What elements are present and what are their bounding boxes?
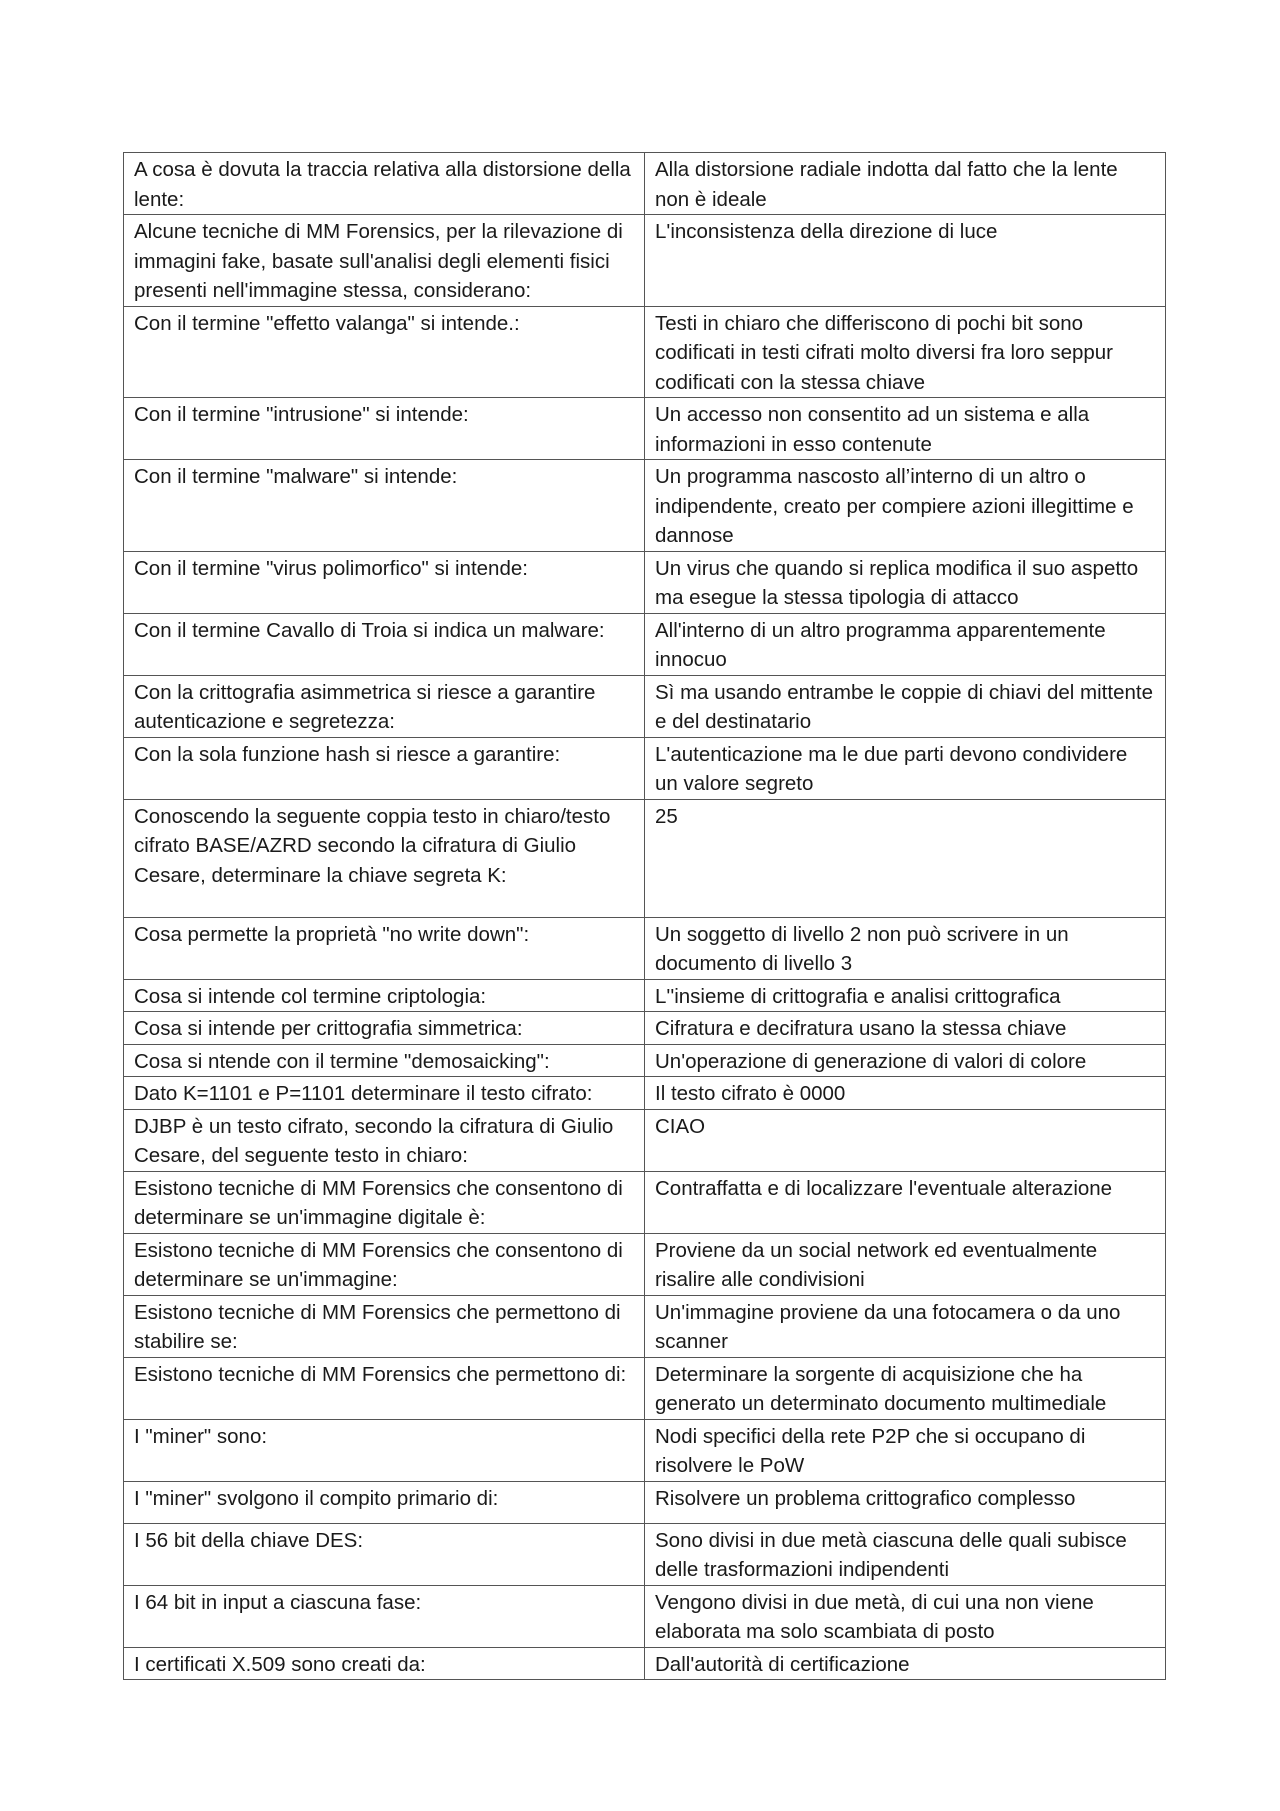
answer-cell: 25: [645, 799, 1166, 917]
answer-cell: Un virus che quando si replica modifica il suo aspetto ma esegue la stessa tipologia di attacco: [645, 551, 1166, 613]
question-cell: A cosa è dovuta la traccia relativa alla distorsione della lente:: [124, 153, 645, 215]
question-cell: I certificati X.509 sono creati da:: [124, 1647, 645, 1680]
question-cell: Conoscendo la seguente coppia testo in chiaro/testo cifrato BASE/AZRD secondo la cifratura di Giulio Cesare, determinare la chiave segreta K:: [124, 799, 645, 917]
answer-cell: Dall'autorità di certificazione: [645, 1647, 1166, 1680]
question-cell: Con il termine "virus polimorfico" si intende:: [124, 551, 645, 613]
answer-cell: Sì ma usando entrambe le coppie di chiavi del mittente e del destinatario: [645, 675, 1166, 737]
answer-cell: Un accesso non consentito ad un sistema e alla informazioni in esso contenute: [645, 398, 1166, 460]
answer-cell: Testi in chiaro che differiscono di pochi bit sono codificati in testi cifrati molto diversi fra loro seppur codificati con la stessa chiave: [645, 306, 1166, 398]
answer-cell: Cifratura e decifratura usano la stessa chiave: [645, 1012, 1166, 1045]
answer-cell: Proviene da un social network ed eventualmente risalire alle condivisioni: [645, 1233, 1166, 1295]
question-cell: Con il termine "intrusione" si intende:: [124, 398, 645, 460]
table-row: [124, 153, 1166, 215]
table-row: [124, 1357, 1166, 1419]
table-row: [124, 1481, 1166, 1523]
question-cell: Cosa si intende per crittografia simmetrica:: [124, 1012, 645, 1045]
table-row: [124, 1585, 1166, 1647]
question-cell: Esistono tecniche di MM Forensics che consentono di determinare se un'immagine digitale è:: [124, 1171, 645, 1233]
answer-cell: Un soggetto di livello 2 non può scrivere in un documento di livello 3: [645, 917, 1166, 979]
question-cell: Dato K=1101 e P=1101 determinare il testo cifrato:: [124, 1077, 645, 1110]
table-row: [124, 979, 1166, 1012]
table-row: [124, 215, 1166, 307]
answer-cell: Il testo cifrato è 0000: [645, 1077, 1166, 1110]
table-row: [124, 1233, 1166, 1295]
question-cell: Esistono tecniche di MM Forensics che permettono di:: [124, 1357, 645, 1419]
table-row: [124, 917, 1166, 979]
question-cell: I "miner" svolgono il compito primario di:: [124, 1481, 645, 1523]
answer-cell: Alla distorsione radiale indotta dal fatto che la lente non è ideale: [645, 153, 1166, 215]
question-cell: I "miner" sono:: [124, 1419, 645, 1481]
question-cell: Cosa si intende col termine criptologia:: [124, 979, 645, 1012]
table-row: [124, 1419, 1166, 1481]
table-row: [124, 1523, 1166, 1585]
answer-cell: Un'operazione di generazione di valori di colore: [645, 1044, 1166, 1077]
question-cell: Con il termine "effetto valanga" si intende.:: [124, 306, 645, 398]
answer-cell: All'interno di un altro programma apparentemente innocuo: [645, 613, 1166, 675]
question-cell: DJBP è un testo cifrato, secondo la cifratura di Giulio Cesare, del seguente testo in chiaro:: [124, 1109, 645, 1171]
answer-cell: Un programma nascosto all’interno di un altro o indipendente, creato per compiere azioni illegittime e dannose: [645, 460, 1166, 552]
table-row: [124, 551, 1166, 613]
table-row: [124, 1077, 1166, 1110]
table-row: [124, 460, 1166, 552]
question-cell: Esistono tecniche di MM Forensics che consentono di determinare se un'immagine:: [124, 1233, 645, 1295]
table-row: [124, 306, 1166, 398]
answer-cell: L'inconsistenza della direzione di luce: [645, 215, 1166, 307]
table-row: [124, 613, 1166, 675]
table-row: [124, 1295, 1166, 1357]
table-row: [124, 1171, 1166, 1233]
table-row: [124, 1044, 1166, 1077]
table-row: [124, 1109, 1166, 1171]
answer-cell: Vengono divisi in due metà, di cui una non viene elaborata ma solo scambiata di posto: [645, 1585, 1166, 1647]
table-row: [124, 799, 1166, 917]
question-cell: Esistono tecniche di MM Forensics che permettono di stabilire se:: [124, 1295, 645, 1357]
table-row: [124, 675, 1166, 737]
qa-table: [123, 152, 1166, 1680]
question-cell: Con la crittografia asimmetrica si riesce a garantire autenticazione e segretezza:: [124, 675, 645, 737]
question-cell: I 64 bit in input a ciascuna fase:: [124, 1585, 645, 1647]
table-row: [124, 1012, 1166, 1045]
table-row: [124, 1647, 1166, 1680]
answer-cell: Sono divisi in due metà ciascuna delle quali subisce delle trasformazioni indipendenti: [645, 1523, 1166, 1585]
answer-cell: Risolvere un problema crittografico complesso: [645, 1481, 1166, 1523]
answer-cell: CIAO: [645, 1109, 1166, 1171]
table-row: [124, 737, 1166, 799]
question-cell: Con il termine "malware" si intende:: [124, 460, 645, 552]
table-row: [124, 398, 1166, 460]
answer-cell: Un'immagine proviene da una fotocamera o da uno scanner: [645, 1295, 1166, 1357]
answer-cell: Determinare la sorgente di acquisizione che ha generato un determinato documento multimediale: [645, 1357, 1166, 1419]
question-cell: I 56 bit della chiave DES:: [124, 1523, 645, 1585]
answer-cell: L''insieme di crittografia e analisi crittografica: [645, 979, 1166, 1012]
question-cell: Con il termine Cavallo di Troia si indica un malware:: [124, 613, 645, 675]
answer-cell: L'autenticazione ma le due parti devono condividere un valore segreto: [645, 737, 1166, 799]
document-page: [123, 152, 1165, 1680]
question-cell: Cosa si ntende con il termine "demosaicking":: [124, 1044, 645, 1077]
answer-cell: Contraffatta e di localizzare l'eventuale alterazione: [645, 1171, 1166, 1233]
answer-cell: Nodi specifici della rete P2P che si occupano di risolvere le PoW: [645, 1419, 1166, 1481]
question-cell: Cosa permette la proprietà "no write down":: [124, 917, 645, 979]
question-cell: Con la sola funzione hash si riesce a garantire:: [124, 737, 645, 799]
question-cell: Alcune tecniche di MM Forensics, per la rilevazione di immagini fake, basate sull'analisi degli elementi fisici presenti nell'immagine stessa, considerano:: [124, 215, 645, 307]
